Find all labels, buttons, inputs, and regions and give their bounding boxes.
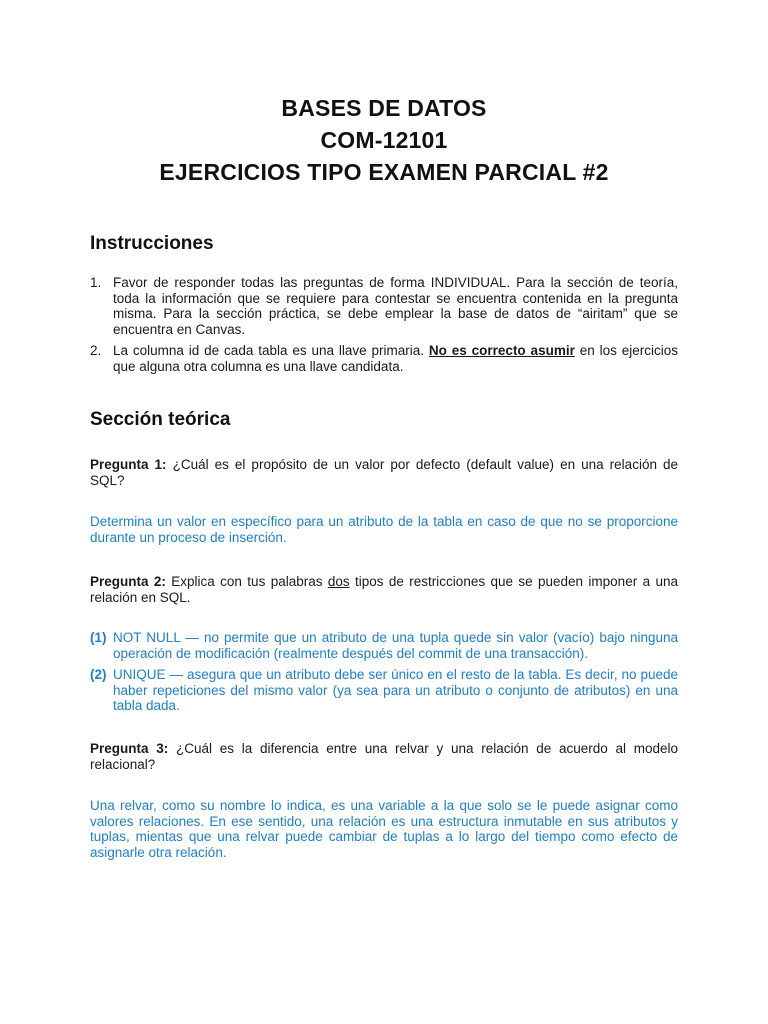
answer-2-item-1 <box>90 630 678 661</box>
question-3-text: ¿Cuál es la diferencia entre una relvar y una relación de acuerdo al modelo relacional? <box>90 741 678 772</box>
instruction-emphasis: No es correcto asumir <box>428 343 575 359</box>
question-1 <box>90 457 678 488</box>
answer-number: (2) <box>90 667 107 683</box>
question-2-text-continued: tipos de restricciones que se pueden imponer a una relación en SQL. <box>90 574 678 605</box>
instruction-item-2 <box>90 343 678 374</box>
title-exam-name: EJERCICIOS TIPO EXAMEN PARCIAL #2 <box>159 159 609 185</box>
instructions-list <box>90 275 678 381</box>
question-2-underlined: dos <box>327 574 350 589</box>
question-1-label: Pregunta 1: <box>90 457 167 472</box>
instruction-text: La columna id de cada tabla es una llave primaria. <box>113 343 429 359</box>
question-2-label: Pregunta 2: <box>90 574 166 589</box>
answer-number: (1) <box>90 630 107 645</box>
answer-text: UNIQUE — asegura que un atributo debe ser único en el resto de la tabla. Es decir, no puede haber repeticiones del mismo valor (ya sea para un atributo o conjunto de atributos) en una tabla dada. <box>113 667 678 714</box>
question-2 <box>90 574 678 605</box>
document-title <box>0 92 768 188</box>
heading-instrucciones: Instrucciones <box>90 233 214 254</box>
answer-2-list <box>90 630 678 720</box>
instruction-text: Favor de responder todas las preguntas de forma INDIVIDUAL. Para la sección de teoría, toda la información que se requiere para contestar se encuentra contenida en la pregunta misma. Para la sección práctica, se debe emplear la base de datos de “airitam” que se encuentra en Canvas. <box>113 275 678 337</box>
answer-text: NOT NULL — no permite que un atributo de una tupla quede sin valor (vacío) bajo ninguna operación de modificación (realmente después del commit de una transacción). <box>113 630 678 661</box>
instruction-number: 1. <box>90 275 102 290</box>
heading-seccion-teorica: Sección teórica <box>90 409 231 430</box>
answer-3: Una relvar, como su nombre lo indica, es una variable a la que solo se le puede asignar como valores relaciones. En ese sentido, una relación es una estructura inmutable en sus atributos y tuplas, mientas que una relvar puede cambiar de tuplas a lo largo del tiempo como efecto de asignarle otra relación. <box>90 798 678 860</box>
question-1-text: ¿Cuál es el propósito de un valor por defecto (default value) en una relación de SQL? <box>90 457 678 488</box>
question-3-label: Pregunta 3: <box>90 741 169 756</box>
title-course-name: BASES DE DATOS <box>281 95 487 121</box>
title-course-code: COM-12101 <box>320 127 448 153</box>
instruction-text-continued: en los ejercicios que alguna otra columna es una llave candidata. <box>113 343 678 374</box>
instruction-number: 2. <box>90 343 102 359</box>
question-2-text: Explica con tus palabras <box>165 574 328 589</box>
instruction-item-1 <box>90 275 678 337</box>
answer-2-item-2 <box>90 667 678 714</box>
question-3 <box>90 741 678 772</box>
answer-1: Determina un valor en específico para un atributo de la tabla en caso de que no se proporcione durante un proceso de inserción. <box>90 514 678 545</box>
